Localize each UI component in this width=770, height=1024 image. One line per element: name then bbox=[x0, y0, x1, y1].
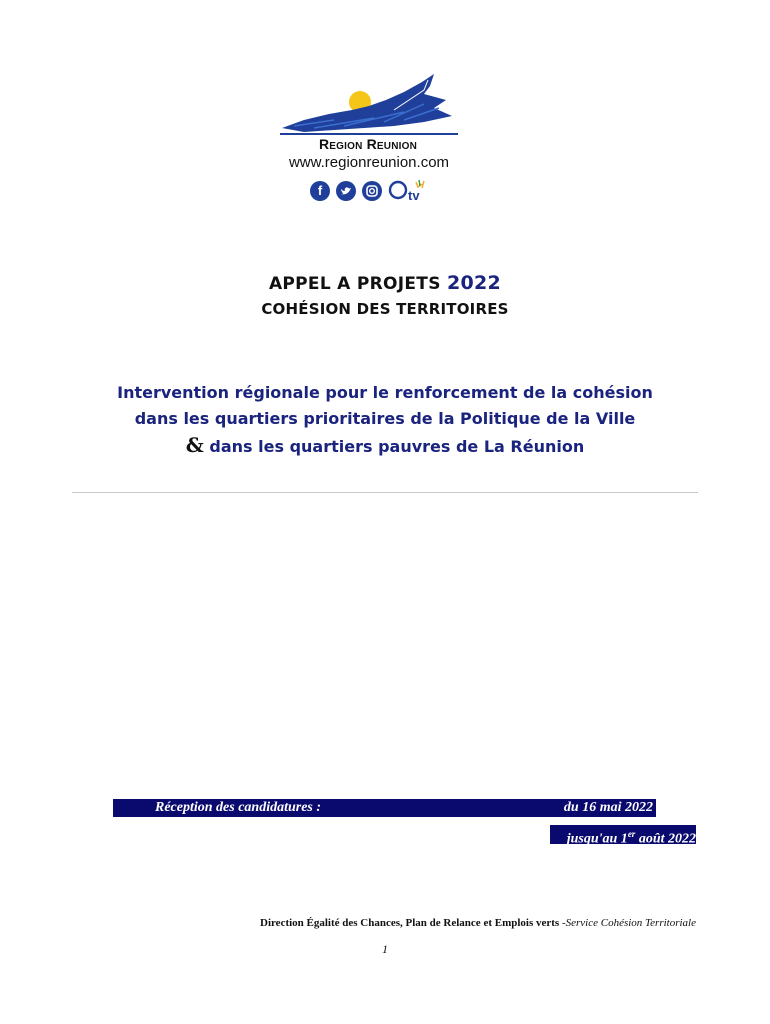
footer-service-name: -Service Cohésion Territoriale bbox=[561, 917, 696, 929]
intro-line1: Intervention régionale pour le renforcement de la cohésion bbox=[117, 383, 653, 402]
twitter-icon[interactable] bbox=[336, 181, 356, 201]
logo-name: Region Reunion bbox=[318, 136, 418, 152]
intro-line2: dans les quartiers prioritaires de la Politique de la Ville bbox=[134, 409, 636, 428]
candidatures-label: Réception des candidatures : bbox=[155, 800, 322, 815]
candidatures-end-date bbox=[550, 825, 696, 847]
region-reunion-logo bbox=[274, 70, 464, 210]
website-link[interactable]: www.regionreunion.com bbox=[288, 154, 450, 171]
footer-direction bbox=[60, 917, 696, 929]
candidatures-start-date: du 16 mai 2022 bbox=[563, 800, 653, 815]
page-number: 1 bbox=[382, 942, 388, 956]
title-line1: APPEL A PROJETS bbox=[268, 274, 441, 294]
footer-direction-name: Direction Égalité des Chances, Plan de Relance et Emplois verts bbox=[260, 917, 560, 929]
instagram-icon[interactable] bbox=[362, 181, 382, 201]
tv-label: tv bbox=[408, 188, 420, 203]
end-date-sup: er bbox=[627, 829, 636, 839]
end-date-prefix: jusqu'au 1 bbox=[566, 831, 628, 847]
social-icons bbox=[308, 178, 438, 210]
ampersand: & bbox=[185, 433, 204, 457]
facebook-icon[interactable]: f bbox=[310, 181, 330, 201]
title-year: 2022 bbox=[446, 272, 502, 294]
end-date-suffix: août 2022 bbox=[635, 831, 696, 847]
regionreunion-tv-icon[interactable] bbox=[388, 178, 434, 208]
region-reunion-emblem-icon bbox=[274, 70, 464, 138]
divider bbox=[72, 492, 698, 493]
call-for-projects-title bbox=[0, 272, 770, 294]
intro-line3: dans les quartiers pauvres de La Réunion bbox=[209, 437, 585, 456]
intro-line3-wrap bbox=[60, 432, 710, 460]
intervention-description bbox=[60, 380, 710, 460]
subtitle: COHÉSION DES TERRITOIRES bbox=[261, 300, 509, 318]
